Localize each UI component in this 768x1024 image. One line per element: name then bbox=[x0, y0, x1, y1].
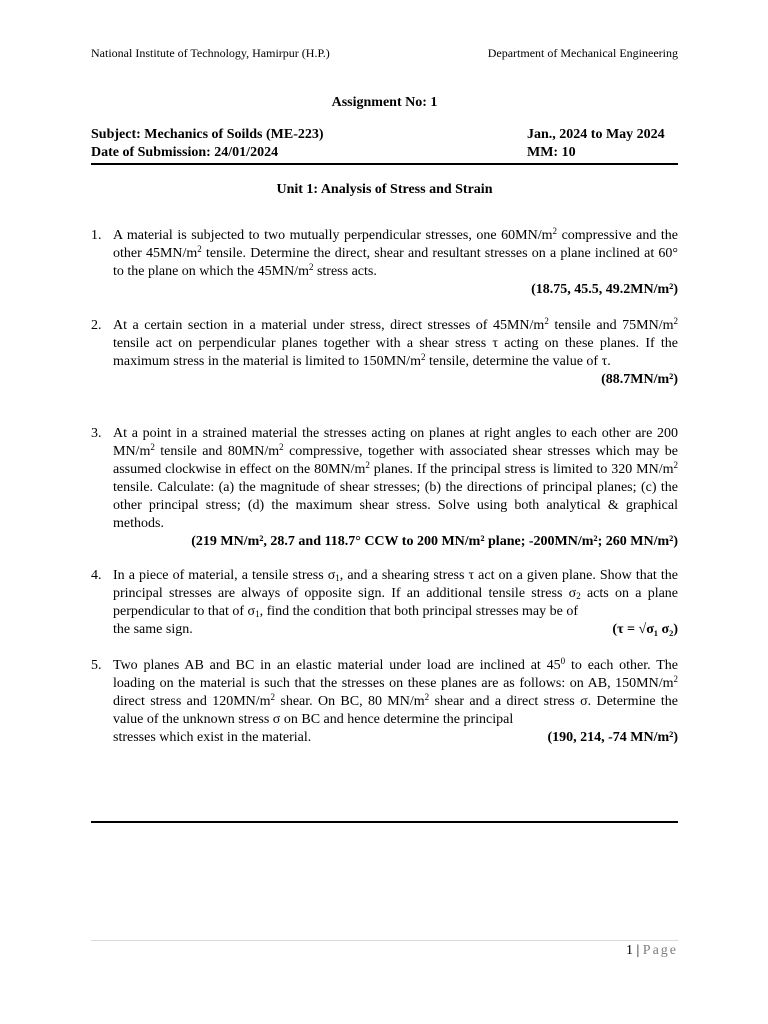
question-answer: (18.75, 45.5, 49.2MN/m²) bbox=[531, 282, 678, 297]
question-text: At a point in a strained material the stresses acting on planes at right angles to each other are 200 $MN/m^2$ tensile and $80MN/m^2$ compressive, together with associated shear stresses which may be assumed clockwise in effect on the $80MN/m^2$ planes. If the principal stress is limited to 320 $MN/m^2$ tensile. Calculate: (a) the magnitude of shear stresses; (b) the directions of principal planes; (c) the other principal stress; (d) the maximum shear stress. Solve using both analytical & graphical methods. bbox=[113, 426, 678, 531]
question-text: A material is subjected to two mutually perpendicular stresses, one $60MN/m^2$ compressive and the other $45MN/m^2$ tensile. Determine the direct, shear and resultant stresses on a plane inclined at 60° to the plane on which the $45MN/m^2$ stress acts. bbox=[113, 226, 679, 279]
page-number: 1 bbox=[625, 943, 633, 958]
question-number: 3. bbox=[91, 426, 102, 441]
header-divider bbox=[91, 163, 678, 165]
max-marks: MM: 10 bbox=[527, 145, 576, 160]
page-footer bbox=[626, 943, 678, 959]
question-3 bbox=[91, 425, 678, 551]
submission-row bbox=[91, 145, 678, 161]
question-answer: (190, 214, -74 MN/m²) bbox=[547, 730, 678, 745]
page-label: Page bbox=[642, 943, 678, 958]
assignment-title: Assignment No: 1 bbox=[331, 95, 438, 110]
question-4 bbox=[91, 567, 678, 639]
question-1 bbox=[91, 227, 678, 299]
page-header bbox=[91, 46, 678, 61]
question-number: 1. bbox=[91, 228, 102, 243]
document-page bbox=[91, 0, 678, 1024]
page-separator: | bbox=[636, 943, 640, 958]
question-last-line bbox=[113, 621, 678, 639]
content-end-divider bbox=[91, 821, 678, 823]
submission-date: Date of Submission: 24/01/2024 bbox=[91, 145, 279, 160]
question-text: At a certain section in a material under stress, direct stresses of $45MN/m^2$ tensile and $75MN/m^2$ tensile act on perpendicular planes together with a shear stress τ acting on these planes. If the maximum stress in the material is limited to $150MN/m^2$ tensile, determine the value of τ. bbox=[113, 316, 678, 369]
question-number: 5. bbox=[91, 658, 102, 673]
question-number: 4. bbox=[91, 568, 102, 583]
question-last-line bbox=[113, 729, 678, 747]
question-answer: (88.7MN/m²) bbox=[601, 372, 678, 387]
question-text-end: stresses which exist in the material. bbox=[113, 730, 312, 745]
question-5 bbox=[91, 657, 678, 747]
unit-title: Unit 1: Analysis of Stress and Strain bbox=[276, 182, 493, 197]
footer-divider bbox=[91, 940, 678, 941]
question-answer: (219 MN/m², 28.7 and 118.7° CCW to 200 MN/m² plane; -200MN/m²; 260 MN/m²) bbox=[191, 534, 678, 549]
question-2 bbox=[91, 317, 678, 389]
subject-row bbox=[91, 127, 678, 143]
question-text: In a piece of material, a tensile stress $\sigma_1$, and a shearing stress τ act on a given plane. Show that the principal stresses are always of opposite sign. If an additional tensile stress $\sigma_2$ acts on a plane perpendicular to that of $\sigma_1$, find the condition that both principal stresses may be of bbox=[113, 568, 679, 619]
subject-label: Subject: Mechanics of Soilds (ME-223) bbox=[91, 127, 324, 142]
header-department: Department of Mechanical Engineering bbox=[487, 46, 678, 60]
question-number: 2. bbox=[91, 318, 102, 333]
question-text: Two planes AB and BC in an elastic material under load are inclined at $45^0$ to each other. The loading on the material is such that the stresses on these planes are as follows: on AB, $150MN/m^2$ direct stress and $120MN/m^2$ shear. On BC, 80 $MN/m^2$ shear and a direct stress σ. Determine the value of the unknown stress σ on BC and hence determine the principal bbox=[113, 656, 678, 727]
question-text-end: the same sign. bbox=[113, 622, 193, 637]
header-institute: National Institute of Technology, Hamirpur (H.P.) bbox=[91, 46, 330, 60]
question-answer: (τ = √σ₁ σ₂) bbox=[612, 622, 678, 637]
period-label: Jan., 2024 to May 2024 bbox=[527, 127, 665, 142]
